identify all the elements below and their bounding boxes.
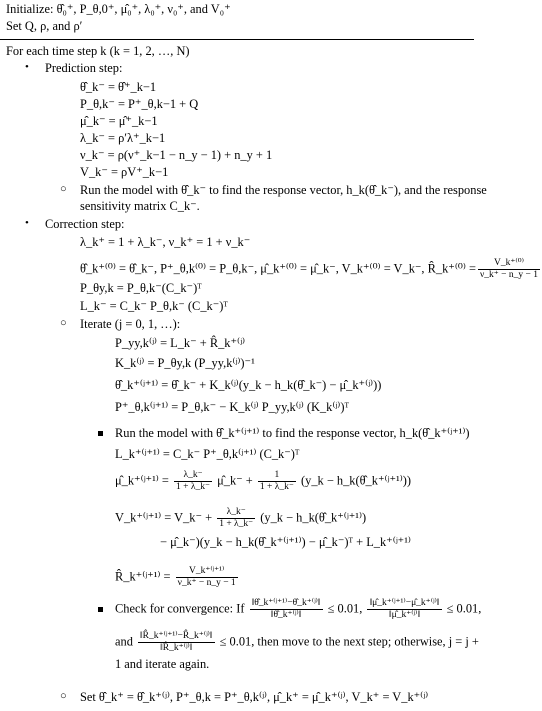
loop-line: For each time step k (k = 1, 2, …, N) — [6, 44, 190, 58]
frac-num: λ_k⁻ — [217, 507, 255, 519]
sub-eq-mu-lhs: μ̂_k⁺⁽ʲ⁺¹⁾ = — [115, 473, 169, 488]
pred-run-1: Run the model with θ̂_k⁻ to find the response vector, h_k(θ̂_k⁻), and the response — [80, 183, 487, 197]
sub-eq-v-rhs: (y_k − h_k(θ̂_k⁺⁽ʲ⁺¹⁾) — [260, 510, 367, 525]
corr-eq-init — [80, 258, 542, 281]
frac-den: 1 + λ_k⁻ — [219, 519, 254, 529]
correction-label: Correction step: — [45, 217, 125, 231]
corr-eq: L_k⁻ = C_k⁻ P_θ,k⁻ (C_k⁻)ᵀ — [80, 299, 228, 313]
frac-num: ‖R̂_k⁺⁽ʲ⁺¹⁾−R̂_k⁺⁽ʲ⁾‖ — [140, 631, 213, 641]
pred-eq: P_θ,k⁻ = P⁺_θ,k−1 + Q — [80, 97, 199, 111]
iter-eq: θ̂_k⁺⁽ʲ⁺¹⁾ = θ̂_k⁻ + K_k⁽ʲ⁾(y_k − h_k(θ̂_k⁻) − μ̂_k⁺⁽ʲ⁾)) — [115, 378, 382, 392]
bullet-square — [98, 607, 103, 612]
sub-eq-v-lhs: V_k⁺⁽ʲ⁺¹⁾ = V_k⁻ + — [115, 510, 213, 525]
frac-mu1 — [174, 470, 212, 493]
pred-eq: ν_k⁻ = ρ(ν⁺_k−1 − n_y − 1) + n_y + 1 — [80, 148, 273, 162]
iter-eq: P_yy,k⁽ʲ⁾ = L_k⁻ + R̂_k⁺⁽ʲ⁾ — [115, 336, 246, 350]
frac-mu2 — [258, 470, 296, 493]
init-line: Initialize: θ̂₀⁺, P_θ,0⁺, μ̂₀⁺, λ₀⁺, ν₀⁺, and V₀⁺ — [6, 2, 231, 16]
frac-conv-r — [138, 631, 215, 654]
pred-eq: θ̂_k⁻ = θ̂⁺_k−1 — [80, 80, 157, 94]
bullet-circle: ○ — [60, 317, 67, 329]
conv-text: ≤ 0.01, then move to the next step; otherwise, j = j + — [219, 634, 479, 649]
conv-text: Check for convergence: If — [115, 601, 245, 616]
sub-eq-mu-mid: μ̂_k⁻ + — [217, 473, 253, 488]
divider — [0, 39, 474, 40]
conv-text: ≤ 0.01, — [327, 601, 363, 616]
corr-eq-init-text: θ̂_k⁺⁽⁰⁾ = θ̂_k⁻, P⁺_θ,k⁽⁰⁾ = P_θ,k⁻, μ̂_k⁺⁽⁰⁾ = μ̂_k⁻, V_k⁺⁽⁰⁾ = V_k⁻, R̂_k⁺⁽⁰⁾ = — [80, 261, 476, 276]
frac-den: ‖R̂_k⁺⁽ʲ⁾‖ — [160, 643, 193, 653]
frac-num: V_k⁺⁽⁰⁾ — [478, 258, 540, 270]
sub-eq-v-cont: − μ̂_k⁻)(y_k − h_k(θ̂_k⁺⁽ʲ⁺¹⁾) − μ̂_k⁻)ᵀ + L_k⁺⁽ʲ⁺¹⁾ — [160, 535, 411, 549]
frac-num: 1 — [258, 470, 296, 482]
bullet-circle: ○ — [60, 690, 67, 702]
bullet-dot: • — [25, 61, 29, 73]
pred-eq: λ_k⁻ = ρ′λ⁺_k−1 — [80, 131, 166, 145]
sub-eq-r-lhs: R̂_k⁺⁽ʲ⁺¹⁾ = — [115, 569, 171, 584]
pred-run-2: sensitivity matrix C_k⁻. — [80, 199, 200, 213]
frac-r0 — [478, 258, 540, 281]
set-final: Set θ̂_k⁺ = θ̂_k⁺⁽ʲ⁾, P⁺_θ,k = P⁺_θ,k⁽ʲ⁾, μ̂_k⁺ = μ̂_k⁺⁽ʲ⁾, V_k⁺ = V_k⁺⁽ʲ⁾ — [80, 690, 429, 704]
prediction-label: Prediction step: — [45, 61, 123, 75]
bullet-circle: ○ — [60, 183, 67, 195]
iter-eq: K_k⁽ʲ⁾ = P_θy,k (P_yy,k⁽ʲ⁾)⁻¹ — [115, 356, 255, 370]
sub-eq-mu — [115, 470, 411, 493]
conv-line-1 — [115, 598, 481, 621]
frac-den: ν_k⁺ − n_y − 1 — [479, 270, 538, 280]
corr-eq: λ_k⁺ = 1 + λ_k⁻, ν_k⁺ = 1 + ν_k⁻ — [80, 235, 251, 249]
sub-eq-v — [115, 507, 366, 530]
conv-line-2 — [115, 631, 479, 654]
frac-v — [217, 507, 255, 530]
bullet-square — [98, 431, 103, 436]
pred-eq: μ̂_k⁻ = μ̂⁺_k−1 — [80, 114, 158, 128]
iter-run: Run the model with θ̂_k⁺⁽ʲ⁺¹⁾ to find the response vector, h_k(θ̂_k⁺⁽ʲ⁺¹⁾) — [115, 426, 470, 440]
iter-eq: P⁺_θ,k⁽ʲ⁺¹⁾ = P_θ,k⁻ − K_k⁽ʲ⁾ P_yy,k⁽ʲ⁾ (K_k⁽ʲ⁾)ᵀ — [115, 400, 349, 414]
conv-text: and — [115, 634, 133, 649]
frac-den: 1 + λ_k⁻ — [176, 482, 211, 492]
conv-line-3: 1 and iterate again. — [115, 657, 210, 671]
frac-den: ‖θ̂_k⁺⁽ʲ⁾‖ — [270, 610, 302, 620]
frac-r — [176, 566, 238, 589]
sub-eq-mu-rhs: (y_k − h_k(θ̂_k⁺⁽ʲ⁺¹⁾)) — [301, 473, 412, 488]
sub-eq: L_k⁺⁽ʲ⁺¹⁾ = C_k⁻ P⁺_θ,k⁽ʲ⁺¹⁾ (C_k⁻)ᵀ — [115, 447, 300, 461]
bullet-dot: • — [25, 217, 29, 229]
set-line: Set Q, ρ, and ρ′ — [6, 19, 83, 33]
frac-num: V_k⁺⁽ʲ⁺¹⁾ — [176, 566, 238, 578]
pred-eq: V_k⁻ = ρV⁺_k−1 — [80, 165, 169, 179]
frac-num: λ_k⁻ — [174, 470, 212, 482]
conv-text: ≤ 0.01, — [446, 601, 482, 616]
frac-den: 1 + λ_k⁻ — [259, 482, 294, 492]
frac-conv-theta — [250, 598, 323, 621]
sub-eq-r — [115, 566, 240, 589]
frac-den: ‖μ̂_k⁺⁽ʲ⁾‖ — [388, 610, 421, 620]
frac-num: ‖μ̂_k⁺⁽ʲ⁺¹⁾−μ̂_k⁺⁽ʲ⁾‖ — [369, 598, 440, 608]
iterate-label: Iterate (j = 0, 1, …): — [80, 317, 181, 331]
frac-den: ν_k⁺ − n_y − 1 — [177, 578, 236, 588]
corr-eq: P_θy,k = P_θ,k⁻(C_k⁻)ᵀ — [80, 281, 202, 295]
frac-conv-mu — [367, 598, 441, 621]
frac-num: ‖θ̂_k⁺⁽ʲ⁺¹⁾−θ̂_k⁺⁽ʲ⁾‖ — [251, 598, 321, 608]
